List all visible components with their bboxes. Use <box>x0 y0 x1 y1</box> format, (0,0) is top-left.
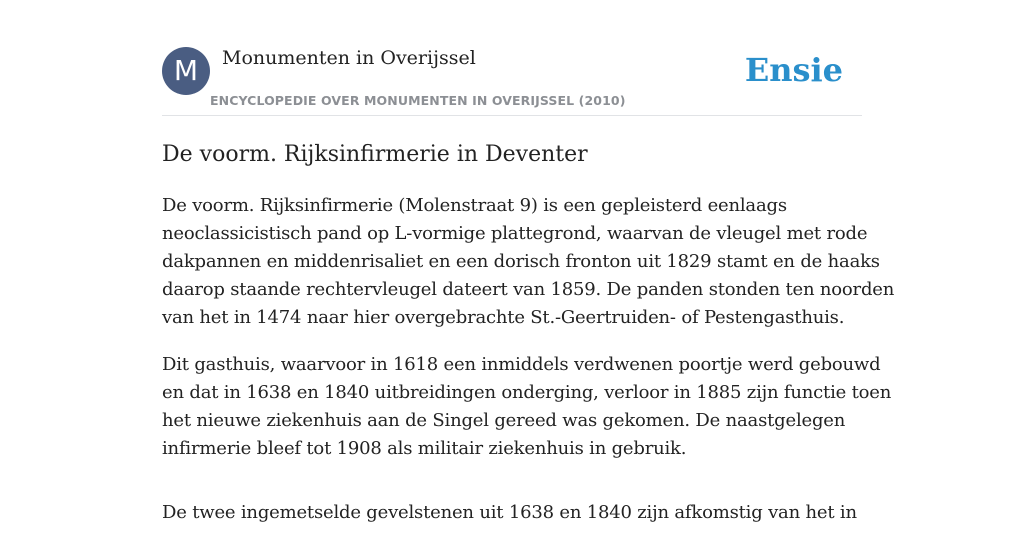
paragraph-line: infirmerie bleef tot 1908 als militair ziekenhuis in gebruik. <box>162 438 687 459</box>
paragraph-line: Dit gasthuis, waarvoor in 1618 een inmiddels verdwenen poortje werd gebouwd <box>162 354 881 375</box>
paragraph-line: De twee ingemetselde gevelstenen uit 1638 en 1840 zijn afkomstig van het in <box>162 502 857 523</box>
paragraph-line: De voorm. Rijksinfirmerie (Molenstraat 9) is een gepleisterd eenlaags <box>162 195 787 216</box>
source-avatar[interactable]: M <box>162 47 210 95</box>
source-title[interactable]: Monumenten in Overijssel <box>222 47 476 69</box>
paragraph-line: daarop staande rechtervleugel dateert van 1859. De panden stonden ten noorden <box>162 279 895 300</box>
article-title: De voorm. Rijksinfirmerie in Deventer <box>162 142 588 167</box>
ensie-logo-link[interactable]: Ensie <box>744 51 843 89</box>
paragraph-line: neoclassicistisch pand op L-vormige plattegrond, waarvan de vleugel met rode <box>162 223 868 244</box>
paragraph-line: het nieuwe ziekenhuis aan de Singel gereed was gekomen. De naastgelegen <box>162 410 846 431</box>
paragraph-line: dakpannen en middenrisaliet en een dorisch fronton uit 1829 stamt en de haaks <box>162 251 880 272</box>
source-subtitle: ENCYCLOPEDIE OVER MONUMENTEN IN OVERIJSSEL (2010) <box>210 93 626 108</box>
article-paragraph <box>162 351 892 463</box>
paragraph-line: van het in 1474 naar hier overgebrachte St.-Geertruiden- of Pestengasthuis. <box>162 307 845 328</box>
article-paragraph <box>162 192 895 332</box>
article-paragraph <box>162 499 862 527</box>
source-header <box>162 46 862 116</box>
paragraph-line: en dat in 1638 en 1840 uitbreidingen onderging, verloor in 1885 zijn functie toen <box>162 382 892 403</box>
article-body <box>162 192 895 546</box>
